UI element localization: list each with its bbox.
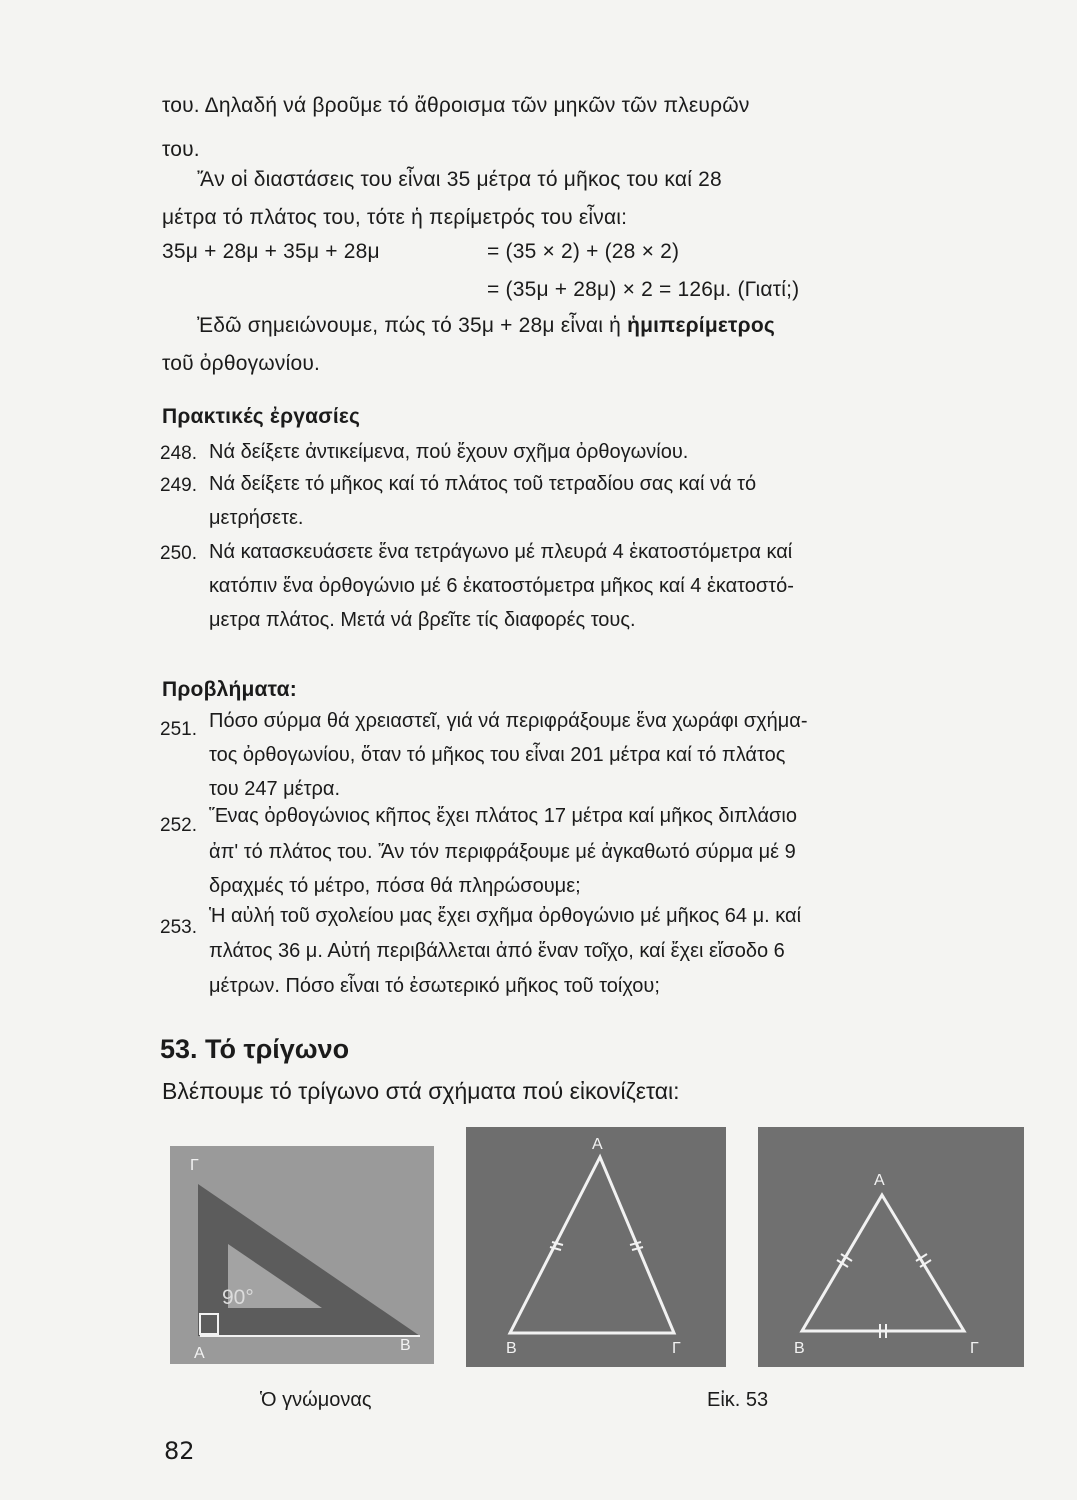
problems-heading: Προβλήματα: bbox=[162, 678, 297, 701]
page-number: 82 bbox=[164, 1437, 195, 1465]
vertex-label: Β bbox=[400, 1337, 411, 1354]
vertex-label: Γ bbox=[970, 1340, 979, 1357]
paragraph-line-2: του. bbox=[162, 138, 200, 161]
exercise-text: Νά κατασκευάσετε ἕνα τετράγωνο μέ πλευρά 4 ἑκατοστόμετρα καί bbox=[209, 541, 793, 563]
vertex-label: Α bbox=[874, 1172, 885, 1189]
equation-second: = (35μ + 28μ) × 2 = 126μ. (Γιατί;) bbox=[487, 278, 800, 301]
problem-number: 253. bbox=[160, 917, 197, 938]
set-square-figure bbox=[170, 1146, 434, 1364]
figure-caption-number: Εἰκ. 53 bbox=[707, 1389, 769, 1411]
isosceles-triangle-figure bbox=[466, 1127, 726, 1367]
exercise-text: μετρήσετε. bbox=[209, 507, 304, 529]
problem-text: Πόσο σύρμα θά χρειαστεῖ, γιά νά περιφράξουμε ἕνα χωράφι σχήμα- bbox=[209, 710, 808, 732]
paragraph-line-3: Ἄν οἱ διαστάσεις του εἶναι 35 μέτρα τό μῆκος του καί 28 bbox=[197, 168, 722, 191]
problem-text: Ἡ αὐλή τοῦ σχολείου μας ἔχει σχῆμα ὀρθογώνιο μέ μῆκος 64 μ. καί bbox=[209, 905, 802, 927]
problem-text: του 247 μέτρα. bbox=[209, 778, 340, 800]
paragraph-line-1: του. Δηλαδή νά βροῦμε τό ἄθροισμα τῶν μηκῶν τῶν πλευρῶν bbox=[162, 94, 750, 117]
exercise-text: κατόπιν ἕνα ὀρθογώνιο μέ 6 ἑκατοστόμετρα μῆκος καί 4 ἑκατοστό- bbox=[209, 575, 794, 597]
exercise-number: 249. bbox=[160, 475, 197, 496]
vertex-label: Β bbox=[794, 1340, 805, 1357]
figure-caption-set-square: Ὁ γνώμονας bbox=[260, 1389, 372, 1411]
section-title: 53. Τό τρίγωνο bbox=[160, 1034, 350, 1064]
problem-number: 252. bbox=[160, 815, 197, 836]
section-intro: Βλέπουμε τό τρίγωνο στά σχήματα πού εἰκονίζεται: bbox=[162, 1078, 680, 1104]
semi-perimeter-term: ἡμιπερίμετρος bbox=[627, 314, 775, 337]
paragraph-line-7 bbox=[197, 312, 775, 340]
equation-left: 35μ + 28μ + 35μ + 28μ bbox=[162, 240, 380, 263]
problem-text: πλάτος 36 μ. Αὐτή περιβάλλεται ἀπό ἕναν τοῖχο, καί ἔχει εἴσοδο 6 bbox=[209, 940, 785, 962]
problem-text: μέτρων. Πόσο εἶναι τό ἐσωτερικό μῆκος τοῦ τοίχου; bbox=[209, 975, 660, 997]
exercise-number: 250. bbox=[160, 543, 197, 564]
vertex-label: Α bbox=[592, 1136, 603, 1153]
angle-label: 90° bbox=[222, 1286, 254, 1309]
exercise-text: Νά δείξετε ἀντικείμενα, πού ἔχουν σχῆμα ὀρθογωνίου. bbox=[209, 441, 689, 463]
semi-perimeter-sentence: Ἐδῶ σημειώνουμε, πώς τό 35μ + 28μ εἶναι ἡ bbox=[197, 314, 628, 337]
problem-text: Ἕνας ὀρθογώνιος κῆπος ἔχει πλάτος 17 μέτρα καί μῆκος διπλάσιο bbox=[209, 805, 797, 827]
paragraph-line-8: τοῦ ὀρθογωνίου. bbox=[162, 352, 321, 375]
problem-text: ἀπ' τό πλάτος του. Ἄν τόν περιφράξουμε μέ ἀγκαθωτό σύρμα μέ 9 bbox=[209, 841, 796, 863]
paragraph-line-4: μέτρα τό πλάτος του, τότε ἡ περίμετρός του εἶναι: bbox=[162, 206, 628, 229]
exercise-text: μετρα πλάτος. Μετά νά βρεῖτε τίς διαφορές τους. bbox=[209, 609, 636, 631]
problem-text: τος ὀρθογωνίου, ὅταν τό μῆκος του εἶναι 201 μέτρα καί τό πλάτος bbox=[209, 744, 786, 766]
practical-heading: Πρακτικές ἐργασίες bbox=[162, 405, 361, 428]
problem-number: 251. bbox=[160, 719, 197, 740]
vertex-label: Β bbox=[506, 1340, 517, 1357]
problem-text: δραχμές τό μέτρο, πόσα θά πληρώσουμε; bbox=[209, 875, 581, 897]
exercise-number: 248. bbox=[160, 443, 197, 464]
equation-right: = (35 × 2) + (28 × 2) bbox=[487, 240, 680, 263]
equilateral-triangle-figure bbox=[758, 1127, 1024, 1367]
vertex-label: Γ bbox=[672, 1340, 681, 1357]
exercise-text: Νά δείξετε τό μῆκος καί τό πλάτος τοῦ τετραδίου σας καί νά τό bbox=[209, 473, 757, 495]
vertex-label: Α bbox=[194, 1345, 205, 1362]
vertex-label: Γ bbox=[190, 1157, 199, 1174]
